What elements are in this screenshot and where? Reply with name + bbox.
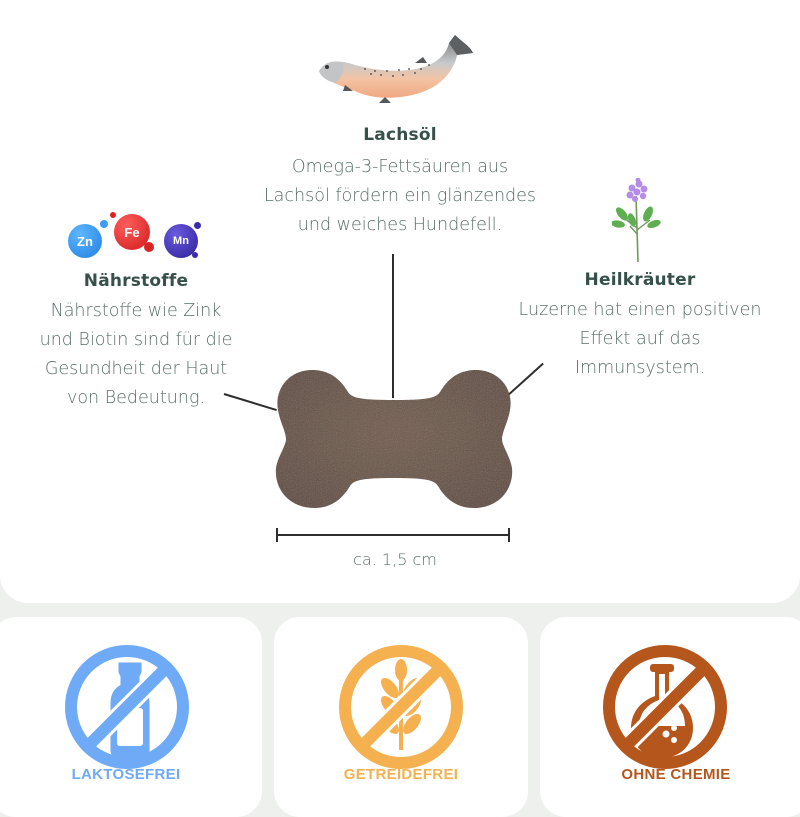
size-label: ca. 1,5 cm [353,550,437,569]
badge-no-chemicals [540,617,800,817]
manganese-molecule-icon: Mn [164,224,198,258]
salmon-oil-description: Omega-3-Fettsäuren aus Lachsöl fördern ein glänzendes und weiches Hundefell. [263,157,537,235]
iron-molecule-icon: Fe [114,214,150,250]
no-chemicals-icon [600,642,730,772]
badge-label: GETREIDEFREI [343,766,459,783]
badge-label: OHNE CHEMIE [621,766,731,783]
badge-lactose-free [0,617,262,817]
zinc-molecule-icon: Zn [68,224,102,258]
bone-treat-icon [272,366,516,512]
no-milk-icon [62,642,192,772]
herbs-title: Heilkräuter [584,270,696,290]
salmon-oil-title: Lachsöl [363,125,437,145]
badge-grain-free [274,617,528,817]
nutrients-description: Nährstoffe wie Zink und Biotin sind für die Gesundheit der Haut von Bedeutung. [39,301,233,408]
herbs-description: Luzerne hat einen positiven Effekt auf das Immunsystem. [518,300,762,378]
no-grain-icon [336,642,466,772]
mineral-molecules-icon [64,210,214,266]
size-scale-bar [276,528,510,542]
alfalfa-flower-icon [612,178,662,264]
salmon-fish-icon [315,33,475,113]
badge-label: LAKTOSEFREI [71,766,181,783]
nutrients-title: Nährstoffe [83,271,189,291]
